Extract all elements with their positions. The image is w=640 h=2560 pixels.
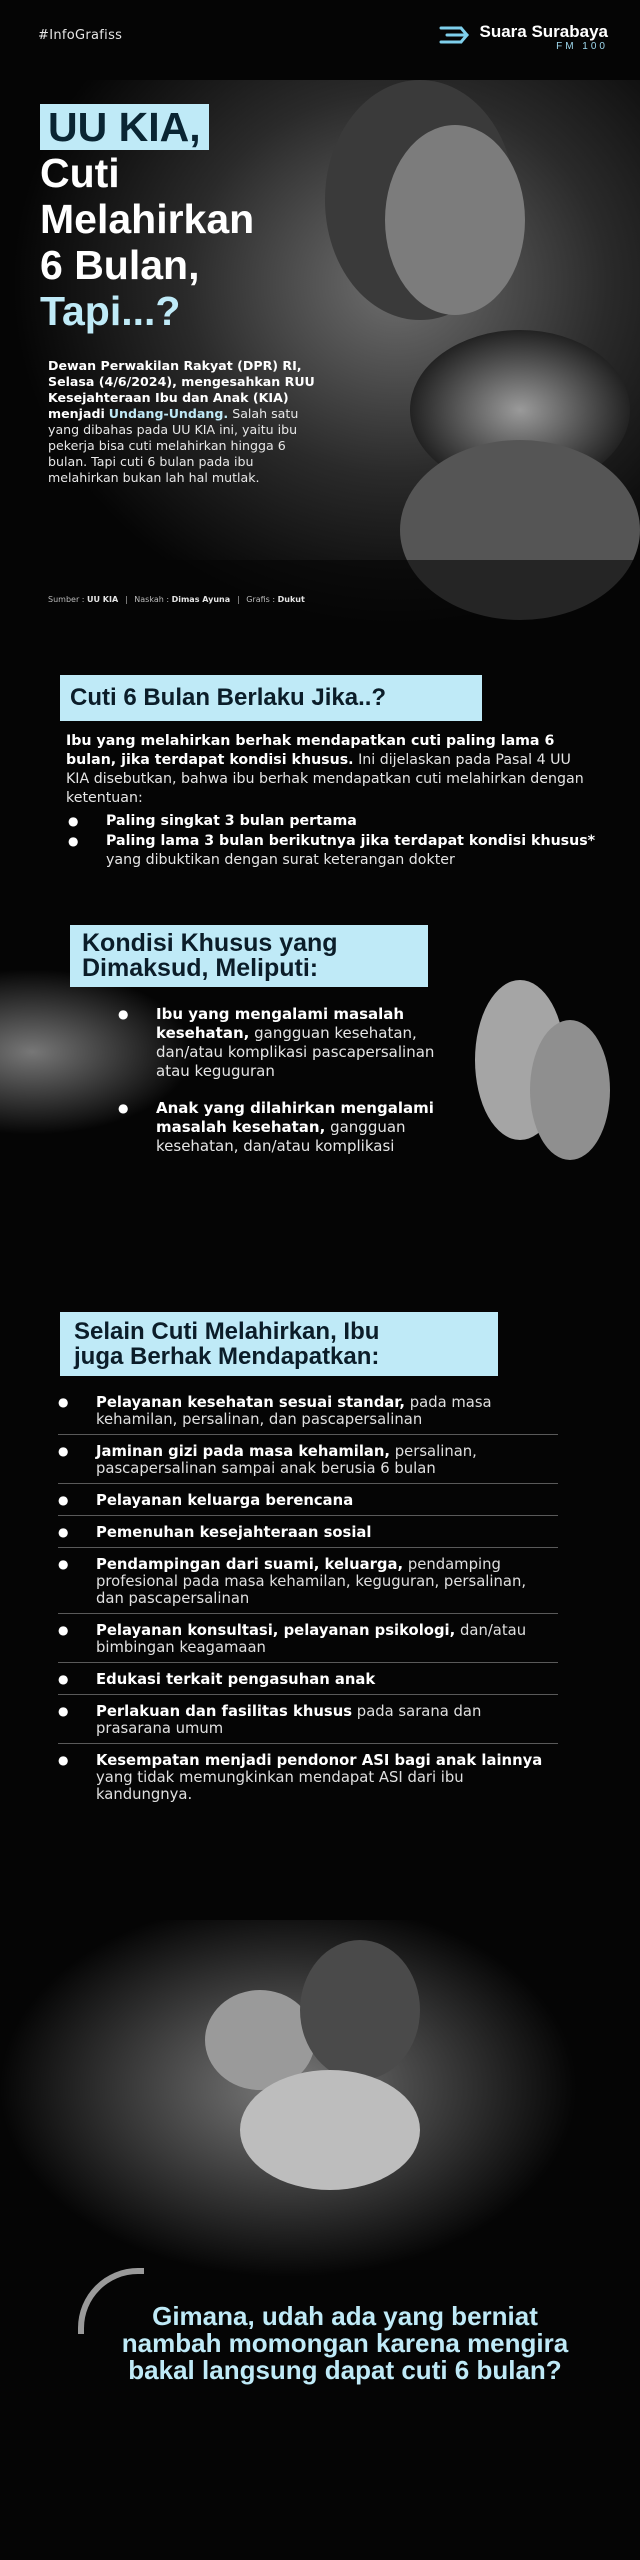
section2-title	[70, 925, 428, 987]
list-item: ● Pendampingan dari suami, keluarga, pendamping profesional pada masa kehamilan, keguguran, persalinan, dan pascapersalinan	[58, 1556, 558, 1614]
credit-graphic: Dukut	[277, 595, 305, 604]
list-item: ● Perlakuan dan fasilitas khusus pada sarana dan prasarana umum	[58, 1703, 558, 1744]
intro-rest-text: Salah satu yang dibahas pada UU KIA ini, yaitu ibu pekerja bisa cuti melahirkan hingga 6 bulan. Tapi cuti 6 bulan pada ibu melahirkan bukan lah hal mutlak.	[48, 406, 299, 485]
suara-surabaya-logo-icon	[437, 22, 471, 52]
list-item: ● Kesempatan menjadi pendonor ASI bagi anak lainnya yang tidak memungkinkan mendapat ASI dari ibu kandungnya.	[58, 1752, 558, 1809]
brand-subtitle: FM 100	[556, 40, 608, 52]
list-item: ● Edukasi terkait pengasuhan anak	[58, 1671, 558, 1695]
section1-title: Cuti 6 Bulan Berlaku Jika..?	[60, 675, 482, 721]
section1-para-rest: Ini dijelaskan pada Pasal 4 UU KIA disebutkan, bahwa ibu berhak mendapatkan cuti melahirkan dengan ketentuan:	[66, 752, 584, 806]
credit-source: UU KIA	[87, 595, 119, 604]
list-item: ● Pemenuhan kesejahteraan sosial	[58, 1524, 558, 1548]
title-line-5: Tapi...?	[40, 288, 181, 334]
title-line-4: 6 Bulan,	[40, 242, 200, 288]
list-item: ● Jaminan gizi pada masa kehamilan, persalinan, pascapersalinan sampai anak berusia 6 bulan	[58, 1443, 558, 1484]
intro-highlight: Undang-Undang.	[108, 406, 229, 421]
brand-name: Suara Surabaya	[479, 21, 608, 41]
section2-title-line1: Kondisi Khusus yang	[82, 929, 338, 957]
credits-line	[48, 595, 305, 604]
list-item: ● Pelayanan keluarga berencana	[58, 1492, 558, 1516]
credit-writer-label: Naskah :	[134, 595, 170, 604]
section3-list	[58, 1394, 558, 1817]
credit-source-label: Sumber :	[48, 595, 85, 604]
section3-title-line2: juga Berhak Mendapatkan:	[74, 1343, 380, 1370]
list-item: ● Pelayanan konsultasi, pelayanan psikologi, dan/atau bimbingan keagamaan	[58, 1622, 558, 1663]
section3-title-line1: Selain Cuti Melahirkan, Ibu	[74, 1318, 380, 1345]
hashtag-label: #InfoGrafiss	[38, 28, 123, 43]
section2-title-line2: Dimaksud, Meliputi:	[82, 954, 319, 982]
title-line-1: UU KIA,	[40, 104, 209, 150]
closing-question: Gimana, udah ada yang berniat nambah momongan karena mengira bakal langsung dapat cuti 6 bulan?	[121, 2301, 569, 2385]
section2-list	[118, 1005, 448, 1174]
brand-logo	[437, 22, 608, 52]
list-item: ● Ibu yang mengalami masalah kesehatan, gangguan kesehatan, dan/atau komplikasi pascapersalinan atau keguguran	[118, 1005, 448, 1081]
credit-graphic-label: Grafis :	[246, 595, 276, 604]
title-line-3: Melahirkan	[40, 196, 255, 242]
list-item: ● Anak yang dilahirkan mengalami masalah kesehatan, gangguan kesehatan, dan/atau komplikasi	[118, 1099, 448, 1156]
intro-bold-text: Dewan Perwakilan Rakyat (DPR) RI, Selasa (4/6/2024), mengesahkan RUU Kesejahteraan Ibu dan Anak (KIA) menjadi	[48, 358, 315, 421]
title-line-2: Cuti	[40, 150, 120, 196]
list-item: ● Pelayanan kesehatan sesuai standar, pada masa kehamilan, persalinan, dan pascapersalinan	[58, 1394, 558, 1435]
list-item: ● Paling lama 3 bulan berikutnya jika terdapat kondisi khusus* yang dibuktikan dengan surat keterangan dokter	[66, 832, 596, 870]
section1-body	[66, 732, 596, 871]
bottom-mother-baby-photo	[0, 1920, 640, 2340]
section1-para-bold: Ibu yang melahirkan berhak mendapatkan cuti paling lama 6 bulan, jika terdapat kondisi khusus.	[66, 733, 555, 768]
credit-writer: Dimas Ayuna	[171, 595, 231, 604]
section3-title	[60, 1312, 498, 1376]
list-item: ● Paling singkat 3 bulan pertama	[66, 812, 596, 831]
intro-paragraph	[48, 358, 318, 486]
